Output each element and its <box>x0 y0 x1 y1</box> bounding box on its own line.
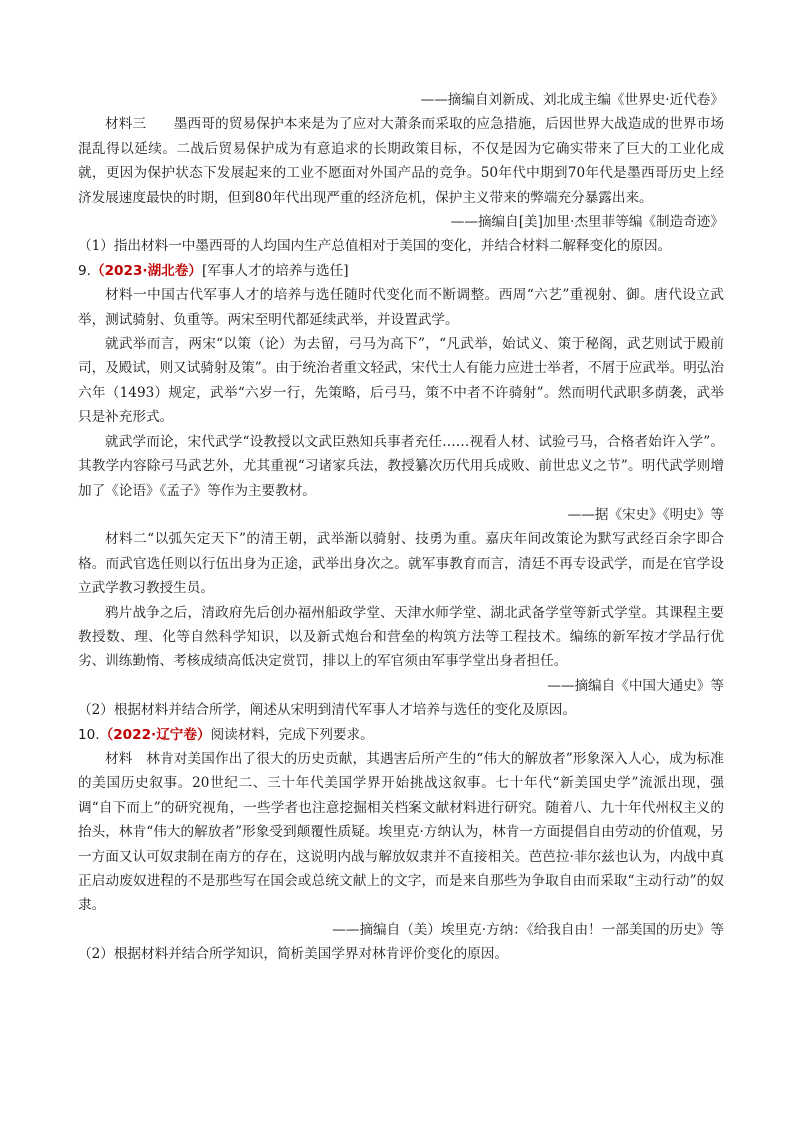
source-citation: ——摘编自《中国大通史》等 <box>547 677 724 694</box>
question-number: 10. <box>78 726 100 743</box>
question-text: （1）指出材料一中墨西哥的人均国内生产总值相对于美国的变化，并结合材料二解释变化的原因。 <box>78 238 672 255</box>
question-text: （2）根据材料并结合所学知识，简析美国学界对林肯评价变化的原因。 <box>78 946 509 963</box>
material-paragraph: 材料二“以弧矢定天下”的清王朝，武举渐以骑射、技勇为重。嘉庆年间改策论为默写武经百余字即合格。而武官选任则以行伍出身为正途，武举出身次之。就军事教育而言，清廷不再专设武学，而是在官学设立武学教习教授生员。 <box>78 531 724 597</box>
question-number: 9. <box>78 262 91 279</box>
exam-source-tag: （2023·湖北卷） <box>90 262 202 279</box>
source-citation: ——摘编自[美]加里·杰里菲等编《制造奇迹》 <box>450 214 724 231</box>
question-text: （2）根据材料并结合所学，阐述从宋明到清代军事人才培养与选任的变化及原因。 <box>78 702 577 719</box>
source-citation: ——据《宋史》《明史》等 <box>567 506 724 523</box>
document-page <box>78 88 724 967</box>
material-paragraph: 材料 林肯对美国作出了很大的历史贡献，其遇害后所产生的“伟大的解放者”形象深入人心，成为标准的美国历史叙事。20世纪二、三十年代美国学界开始挑战这叙事。七十年代“新美国史学”流派出现，强调“自下而上”的研究视角，一些学者也注意挖掘相关档案文献材料进行研究。随着八、九十年代州权主义的抬头，林肯“伟大的解放者”形象受到颠覆性质疑。埃里克·方纳认为，林肯一方面提倡自由劳动的价值观，另一方面又认可奴隶制在南方的存在，这说明内战与解放奴隶并不直接相关。芭芭拉·菲尔兹也认为，内战中真正启动废奴进程的不是那些写在国会或总统文献上的文字，而是来自那些为争取自由而采取“主动行动”的奴隶。 <box>78 750 724 914</box>
material-paragraph: 鸦片战争之后，清政府先后创办福州船政学堂、天津水师学堂、湖北武备学堂等新式学堂。其课程主要教授数、理、化等自然科学知识，以及新式炮台和营垒的构筑方法等工程技术。编练的新军按才学品行优劣、训练勤惰、考核成绩高低决定赏罚，排以上的军官须由军事学堂出身者担任。 <box>78 604 724 670</box>
material-paragraph: 材料一中国古代军事人才的培养与选任随时代变化而不断调整。西周“六艺”重视射、御。唐代设立武举，测试骑射、负重等。两宋至明代都延续武举，并设置武学。 <box>78 287 724 328</box>
exam-source-tag: （2022·辽宁卷） <box>99 726 211 743</box>
question-topic: [军事人才的培养与选任] <box>201 262 349 279</box>
material-paragraph: 就武举而言，两宋“以策（论）为去留，弓马为高下”，“凡武举，始试义、策于秘阁，武艺则试于殿前司，及殿试，则又试骑射及策”。由于统治者重文轻武，宋代士人有能力应进士举者，不屑于应武举。明弘治六年（1493）规定，武举“六岁一行，先策略，后弓马，策不中者不许骑射”。然而明代武职多荫袭，武举只是补充形式。 <box>78 336 724 426</box>
question-topic: 阅读材料，完成下列要求。 <box>210 726 374 743</box>
question-heading <box>78 723 724 747</box>
source-citation: ——摘编自刘新成、刘北成主编《世界史·近代卷》 <box>420 92 724 108</box>
source-citation: ——摘编自（美）埃里克·方纳：《给我自由！一部美国的历史》等 <box>332 921 724 938</box>
material-paragraph: 材料三 墨西哥的贸易保护本来是为了应对大萧条而采取的应急措施，后因世界大战造成的世界市场混乱得以延续。二战后贸易保护成为有意追求的长期政策目标，不仅是因为它确实带来了巨大的工业化成就，更因为保护状态下发展起来的工业不愿面对外国产品的竞争。50年代中期到70年代是墨西哥历史上经济发展速度最快的时期，但到80年代出现严重的经济危机，保护主义带来的弊端充分暴露出来。 <box>78 116 724 206</box>
question-heading <box>78 259 724 283</box>
material-paragraph: 就武学而论，宋代武学“设教授以文武臣熟知兵事者充任……视看人材、试验弓马，合格者始许入学”。其教学内容除弓马武艺外，尤其重视“习诸家兵法，教授纂次历代用兵成败、前世忠义之节”。明代武学则增加了《论语》《孟子》等作为主要教材。 <box>78 433 724 499</box>
